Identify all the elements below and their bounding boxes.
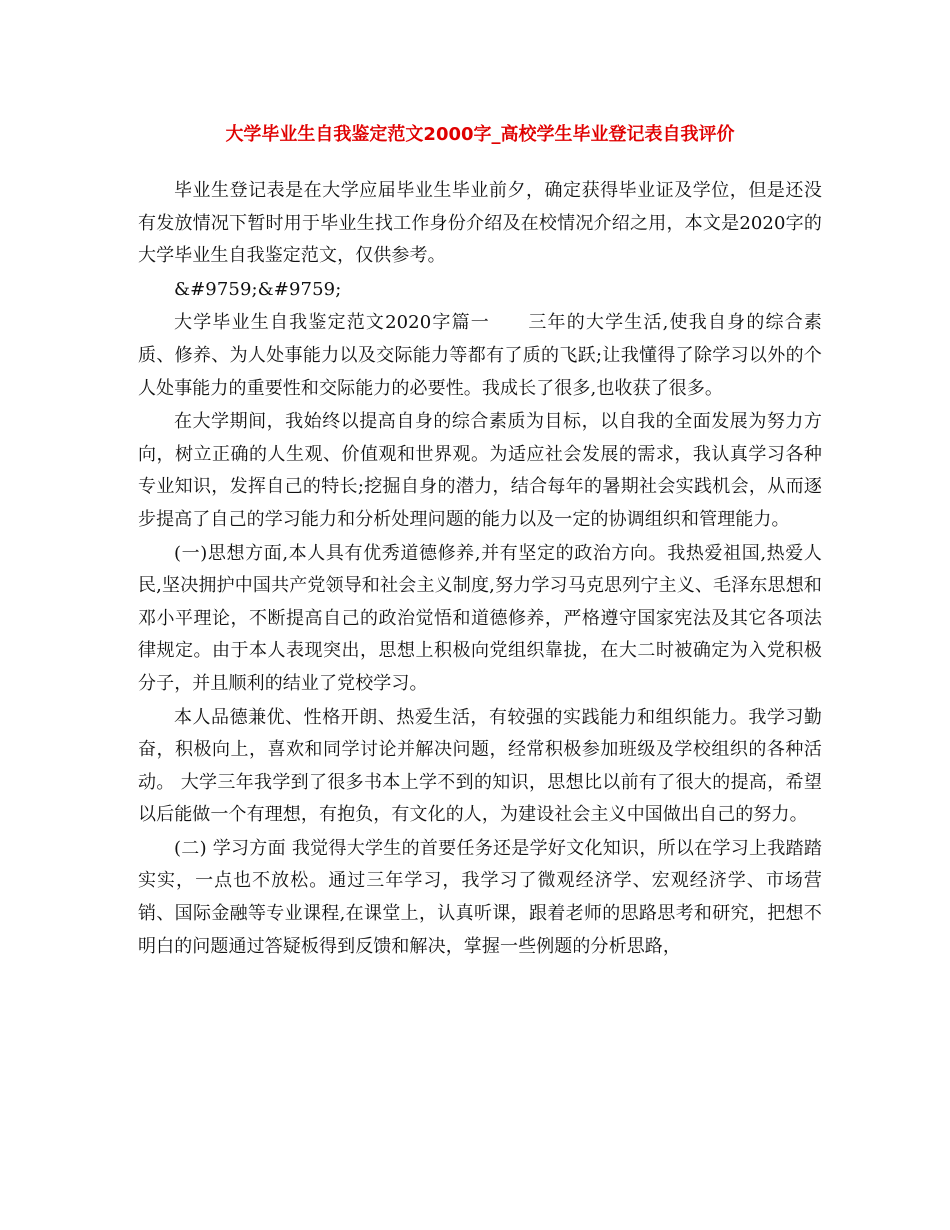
paragraph-ideology: (一)思想方面,本人具有优秀道德修养,并有坚定的政治方向。我热爱祖国,热爱人民,坚决拥护中国共产党领导和社会主义制度,努力学习马克思列宁主义、毛泽东思想和邓小平理论，不断提高自己的政治觉悟和道德修养，严格遵守国家宪法及其它各项法律规定。由于本人表现突出，思想上积极向党组织靠拢，在大二时被确定为入党积极分子，并且顺利的结业了党校学习。 bbox=[138, 542, 822, 694]
paragraph-intro: 毕业生登记表是在大学应届毕业生毕业前夕，确定获得毕业证及学位，但是还没有发放情况下暂时用于毕业生找工作身份介绍及在校情况介绍之用，本文是2020字的大学毕业生自我鉴定范文，仅供参考。 bbox=[138, 180, 822, 267]
paragraph-character: 本人品德兼优、性格开朗、热爱生活，有较强的实践能力和组织能力。我学习勤奋，积极向上，喜欢和同学讨论并解决问题，经常积极参加班级及学校组织的各种活动。 大学三年我学到了很多书本上学不到的知识，思想比以前有了很大的提高，希望以后能做一个有理想，有抱负，有文化的人，为建设社会主义中国做出自己的努力。 bbox=[138, 706, 822, 826]
paragraph-university-period: 在大学期间，我始终以提高自身的综合素质为目标，以自我的全面发展为努力方向，树立正确的人生观、价值观和世界观。为适应社会发展的需求，我认真学习各种专业知识，发挥自己的特长;挖掘自身的潜力，结合每年的暑期社会实践机会，从而逐步提高了自己的学习能力和分析处理问题的能力以及一定的协调组织和管理能力。 bbox=[138, 411, 822, 530]
paragraph-essay-one: 大学毕业生自我鉴定范文2020字篇一 三年的大学生活,使我自身的综合素质、修养、为人处事能力以及交际能力等都有了质的飞跃;让我懂得了除学习以外的个人处事能力的重要性和交际能力的必要性。我成长了很多,也收获了很多。 bbox=[138, 312, 822, 399]
paragraph-entity-code: &#9759;&#9759; bbox=[174, 278, 342, 300]
paragraph-study: (二) 学习方面 我觉得大学生的首要任务还是学好文化知识，所以在学习上我踏踏实实，一点也不放松。通过三年学习，我学习了微观经济学、宏观经济学、市场营销、国际金融等专业课程,在课堂上，认真听课，跟着老师的思路思考和研究，把想不明白的问题通过答疑板得到反馈和解决，掌握一些例题的分析思路， bbox=[138, 837, 822, 957]
document-title: 大学毕业生自我鉴定范文2000字_高校学生毕业登记表自我评价 bbox=[225, 124, 735, 145]
document-page bbox=[138, 117, 822, 964]
